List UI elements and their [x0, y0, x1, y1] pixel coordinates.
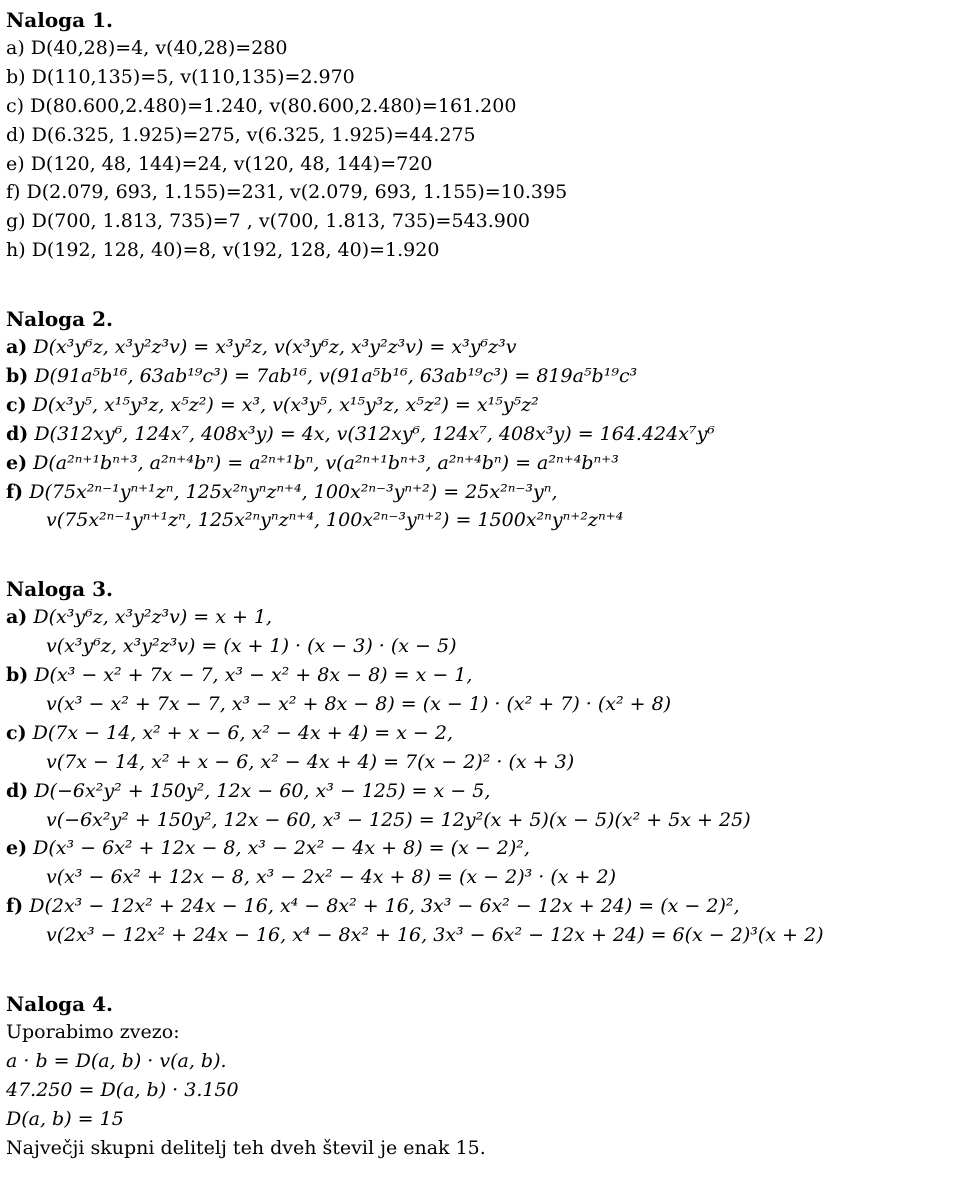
- task-4-intro: Uporabimo zvezo:: [6, 1021, 180, 1044]
- item-label: f): [6, 480, 24, 503]
- task-4-formula-relation: a · b = D(a, b) · v(a, b).: [6, 1049, 227, 1072]
- formula: D(a²ⁿ⁺¹bⁿ⁺³, a²ⁿ⁺⁴bⁿ) = a²ⁿ⁺¹bⁿ, v(a²ⁿ⁺¹bⁿ⁺³, a²ⁿ⁺⁴bⁿ) = a²ⁿ⁺⁴bⁿ⁺³: [33, 451, 619, 474]
- task-3-item-d-cont: v(−6x²y² + 150y², 12x − 60, x³ − 125) = 12y²(x + 5)(x − 5)(x² + 5x + 25): [46, 808, 751, 831]
- section-gap: [6, 265, 956, 305]
- task-4: [6, 990, 956, 1162]
- formula: D(x³ − x² + 7x − 7, x³ − x² + 8x − 8) = x − 1,: [34, 664, 473, 687]
- task-3-item-f-cont: v(2x³ − 12x² + 24x − 16, x⁴ − 8x² + 16, 3x³ − 6x² − 12x + 24) = 6(x − 2)³(x + 2): [46, 924, 824, 947]
- task-1-line-h: h) D(192, 128, 40)=8, v(192, 128, 40)=1.920: [6, 239, 440, 262]
- task-1-line-d: d) D(6.325, 1.925)=275, v(6.325, 1.925)=44.275: [6, 123, 476, 146]
- item-label: b): [6, 365, 29, 388]
- section-gap: [6, 950, 956, 990]
- task-3-item-b-cont: v(x³ − x² + 7x − 7, x³ − x² + 8x − 8) = (x − 1) · (x² + 7) · (x² + 8): [46, 693, 672, 716]
- task-3-item-e-cont: v(x³ − 6x² + 12x − 8, x³ − 2x² − 4x + 8) = (x − 2)³ · (x + 2): [46, 866, 616, 889]
- task-4-formula-result: D(a, b) = 15: [6, 1107, 124, 1130]
- task-2-item-c: [6, 391, 956, 420]
- task-2-item-b: [6, 362, 956, 391]
- task-3-item-b: [6, 661, 956, 690]
- item-label: e): [6, 451, 28, 474]
- task-2-item-e: [6, 449, 956, 478]
- task-3-item-a-cont: v(x³y⁶z, x³y²z³v) = (x + 1) · (x − 3) · (x − 5): [46, 635, 457, 658]
- task-3: [6, 575, 956, 950]
- task-1-title: Naloga 1.: [6, 8, 113, 32]
- task-3-item-c: [6, 719, 956, 748]
- item-label: c): [6, 393, 27, 416]
- task-1-line-e: e) D(120, 48, 144)=24, v(120, 48, 144)=720: [6, 152, 433, 175]
- formula: D(x³y⁶z, x³y²z³v) = x + 1,: [33, 606, 273, 629]
- task-4-formula-substitution: 47.250 = D(a, b) · 3.150: [6, 1078, 239, 1101]
- task-3-item-e: [6, 834, 956, 863]
- task-4-conclusion: Največji skupni delitelj teh dveh števil je enak 15.: [6, 1136, 486, 1159]
- item-label: c): [6, 721, 27, 744]
- task-2-item-d: [6, 420, 956, 449]
- task-1-line-g: g) D(700, 1.813, 735)=7 , v(700, 1.813, 735)=543.900: [6, 210, 531, 233]
- task-1-line-a: a) D(40,28)=4, v(40,28)=280: [6, 37, 288, 59]
- formula: D(x³y⁶z, x³y²z³v) = x³y²z, v(x³y⁶z, x³y²z³v) = x³y⁶z³v: [33, 336, 517, 359]
- task-2-item-f-cont: v(75x²ⁿ⁻¹yⁿ⁺¹zⁿ, 125x²ⁿyⁿzⁿ⁺⁴, 100x²ⁿ⁻³yⁿ⁺²) = 1500x²ⁿyⁿ⁺²zⁿ⁺⁴: [46, 509, 624, 532]
- task-2-title: Naloga 2.: [6, 307, 113, 332]
- item-label: e): [6, 837, 28, 860]
- task-2-item-a: [6, 333, 956, 362]
- task-3-item-c-cont: v(7x − 14, x² + x − 6, x² − 4x + 4) = 7(x − 2)² · (x + 3): [46, 750, 575, 773]
- formula: D(x³ − 6x² + 12x − 8, x³ − 2x² − 4x + 8) = (x − 2)²,: [33, 837, 530, 860]
- task-3-title: Naloga 3.: [6, 577, 113, 602]
- task-2: [6, 305, 956, 535]
- task-1-line-c: c) D(80.600,2.480)=1.240, v(80.600,2.480)=161.200: [6, 94, 517, 117]
- task-1-line-f: f) D(2.079, 693, 1.155)=231, v(2.079, 693, 1.155)=10.395: [6, 181, 568, 204]
- formula: D(x³y⁵, x¹⁵y³z, x⁵z²) = x³, v(x³y⁵, x¹⁵y³z, x⁵z²) = x¹⁵y⁵z²: [32, 393, 539, 416]
- item-label: b): [6, 664, 29, 687]
- item-label: f): [6, 895, 24, 918]
- section-gap: [6, 535, 956, 575]
- task-2-item-f: [6, 478, 956, 507]
- task-3-item-a: [6, 603, 956, 632]
- formula: D(312xy⁶, 124x⁷, 408x³y) = 4x, v(312xy⁶, 124x⁷, 408x³y) = 164.424x⁷y⁶: [34, 422, 715, 445]
- item-label: a): [6, 336, 28, 359]
- formula: D(75x²ⁿ⁻¹yⁿ⁺¹zⁿ, 125x²ⁿyⁿzⁿ⁺⁴, 100x²ⁿ⁻³yⁿ⁺²) = 25x²ⁿ⁻³yⁿ,: [29, 480, 558, 503]
- formula: D(7x − 14, x² + x − 6, x² − 4x + 4) = x − 2,: [32, 721, 454, 744]
- task-4-title: Naloga 4.: [6, 992, 113, 1017]
- task-1-line-b: b) D(110,135)=5, v(110,135)=2.970: [6, 65, 355, 88]
- formula: D(91a⁵b¹⁶, 63ab¹⁹c³) = 7ab¹⁶, v(91a⁵b¹⁶, 63ab¹⁹c³) = 819a⁵b¹⁹c³: [34, 365, 638, 388]
- formula: D(−6x²y² + 150y², 12x − 60, x³ − 125) = x − 5,: [34, 779, 491, 802]
- document-page: [6, 6, 956, 1163]
- item-label: a): [6, 606, 28, 629]
- task-3-item-f: [6, 892, 956, 921]
- item-label: d): [6, 422, 29, 445]
- formula: D(2x³ − 12x² + 24x − 16, x⁴ − 8x² + 16, 3x³ − 6x² − 12x + 24) = (x − 2)²,: [29, 895, 740, 918]
- item-label: d): [6, 779, 29, 802]
- task-3-item-d: [6, 777, 956, 806]
- task-1: [6, 6, 956, 265]
